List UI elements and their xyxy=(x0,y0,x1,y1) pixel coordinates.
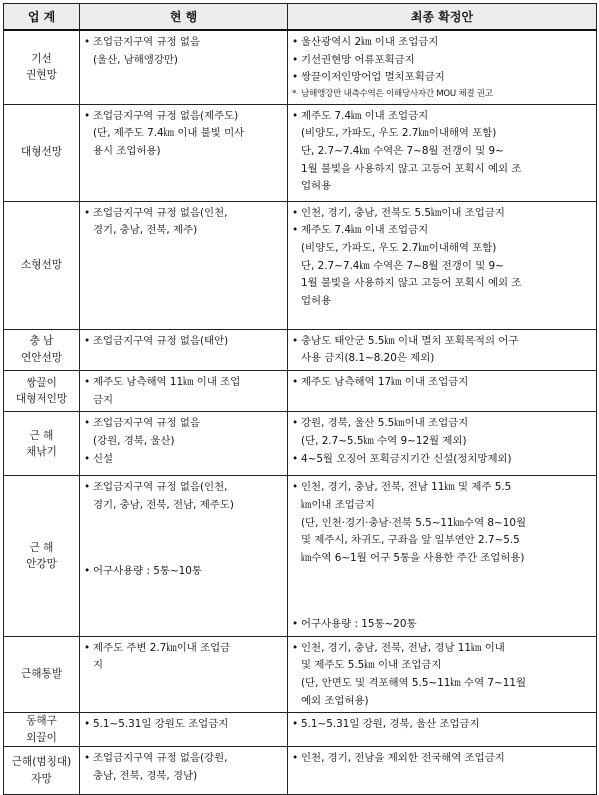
text-line: 1월 불빛을 사용하지 않고 고등어 포획시 예외 조 xyxy=(301,277,522,290)
bullet-item xyxy=(84,451,283,469)
bullet-mark: • xyxy=(84,206,91,219)
bullet-item xyxy=(292,87,592,102)
bullet-item xyxy=(292,333,592,368)
final-cell xyxy=(288,30,597,104)
text-line: 경기, 충남, 전북, 전남, 제주도) xyxy=(93,499,234,512)
industry-label: 권현망 xyxy=(26,69,57,82)
final-cell xyxy=(288,104,597,201)
bullet-mark: • xyxy=(84,718,91,731)
industry-label: 근 해 xyxy=(29,541,54,554)
text-line: (비양도, 가파도, 우도 2.7㎞이내해역 포함) xyxy=(301,127,497,140)
bullet-item xyxy=(84,716,283,734)
bullet-item xyxy=(292,451,592,469)
industry-cell xyxy=(4,371,80,412)
text-line: 용시 조업허용) xyxy=(93,145,161,158)
bullet-mark: • xyxy=(292,376,299,389)
final-cell xyxy=(288,412,597,476)
bullet-item xyxy=(84,415,283,450)
bullet-mark: • xyxy=(84,109,91,122)
industry-cell xyxy=(4,476,80,636)
current-cell xyxy=(80,476,288,636)
industry-label: 충 남 xyxy=(29,335,54,348)
industry-cell xyxy=(4,329,80,370)
bullet-mark: • xyxy=(84,564,91,577)
text-line: 쌍끌이저인망어업 멸치포획금지 xyxy=(301,71,445,84)
text-line: 인천, 경기, 충남, 전북도 5.5㎞이내 조업금지 xyxy=(301,206,505,219)
bullet-mark: • xyxy=(84,452,91,465)
bullet-item xyxy=(292,750,592,768)
text-line: (비양도, 가파도, 우도 2.7㎞이내해역 포함) xyxy=(301,242,497,255)
bullet-item xyxy=(84,108,283,161)
bullet-item xyxy=(84,563,283,581)
table-row xyxy=(4,371,597,412)
current-cell xyxy=(80,371,288,412)
table-row xyxy=(4,636,597,713)
bullet-mark: • xyxy=(292,53,299,66)
text-line: (강원, 경북, 울산) xyxy=(93,435,175,448)
industry-label: 근해통발 xyxy=(21,668,62,681)
industry-label: 기선 xyxy=(31,52,52,65)
industry-label: 근해(범칭대) xyxy=(11,756,72,769)
text-line: (단, 안면도 및 격포해역 5.5~11㎞ 수역 7~11월 xyxy=(301,676,527,689)
industry-label: 채낚기 xyxy=(26,445,57,458)
bullet-item xyxy=(292,616,592,634)
table-row xyxy=(4,329,597,370)
regulation-table xyxy=(3,3,597,795)
bullet-item xyxy=(84,640,283,675)
bullet-mark: • xyxy=(84,417,91,430)
text-line: 인천, 경기, 전남을 제외한 전국해역 조업금지 xyxy=(301,752,505,765)
text-line: 지 xyxy=(93,659,104,672)
industry-cell xyxy=(4,636,80,713)
industry-label: 외끌이 xyxy=(26,731,57,744)
industry-cell xyxy=(4,30,80,104)
text-line: 어구사용량 : 5통~10통 xyxy=(93,564,202,577)
text-line: 충남도 태안군 5.5㎞ 이내 멸치 포획목적의 어구 xyxy=(301,334,519,347)
bullet-mark: • xyxy=(292,481,299,494)
bullet-mark: • xyxy=(84,641,91,654)
industry-label: 소형선망 xyxy=(21,258,62,271)
bullet-mark: • xyxy=(292,109,299,122)
text-line: 신설 xyxy=(93,452,114,465)
text-line: 조업금지구역 규정 없음(인천, xyxy=(93,481,228,494)
bullet-item xyxy=(292,222,592,310)
text-line: 조업금지구역 규정 없음 xyxy=(93,36,200,48)
text-line: (단, 인천·경기·충남·전북 5.5~11㎞수역 8~10월 xyxy=(301,516,527,529)
text-line: 조업금지구역 규정 없음 xyxy=(93,417,200,430)
bullet-item xyxy=(292,52,592,70)
text-line: 울산광역시 2㎞ 이내 조업금지 xyxy=(301,36,439,48)
industry-cell xyxy=(4,713,80,747)
bullet-mark: • xyxy=(84,752,91,765)
bullet-item xyxy=(84,205,283,240)
bullet-mark: • xyxy=(292,334,299,347)
text-line: 제주도 7.4㎞ 이내 조업금지 xyxy=(301,224,429,237)
industry-label: 연안선망 xyxy=(21,351,62,364)
text-line: 금지 xyxy=(93,393,114,406)
text-line: 경기, 충남, 전북, 제주) xyxy=(93,224,198,237)
final-cell xyxy=(288,476,597,636)
bullet-mark: • xyxy=(292,417,299,430)
text-line: 5.1~5.31일 강원도 조업금지 xyxy=(93,718,229,731)
bullet-item xyxy=(292,374,592,392)
final-cell xyxy=(288,747,597,795)
text-line: 제주도 남측해역 17㎞ 이내 조업금지 xyxy=(301,376,469,389)
bullet-mark: • xyxy=(292,206,299,219)
bullet-item xyxy=(84,750,283,785)
bullet-item xyxy=(84,374,283,409)
text-line: 인천, 경기, 충남, 전북, 전남 11㎞ 및 제주 5.5 xyxy=(301,481,512,494)
bullet-mark: • xyxy=(84,36,91,48)
bullet-item xyxy=(84,34,283,69)
table-row xyxy=(4,713,597,747)
industry-cell xyxy=(4,201,80,329)
industry-cell xyxy=(4,747,80,795)
final-cell xyxy=(288,636,597,713)
bullet-item xyxy=(84,479,283,514)
header-final: 최종 확정안 xyxy=(288,4,597,31)
bullet-item xyxy=(292,716,592,734)
table-row xyxy=(4,412,597,476)
bullet-item xyxy=(292,34,592,52)
bullet-mark: • xyxy=(292,71,299,84)
text-line: 사용 금지(8.1~8.20은 제외) xyxy=(301,352,435,365)
bullet-mark: • xyxy=(292,617,299,630)
table-row xyxy=(4,747,597,795)
text-line: 단, 2.7~7.4㎞ 수역은 7~8월 전갱이 및 9~ xyxy=(301,145,504,158)
text-line: 업허용 xyxy=(301,180,332,193)
text-line: 단, 2.7~7.4㎞ 수역은 7~8월 전갱이 및 9~ xyxy=(301,259,504,272)
industry-label: 동해구 xyxy=(26,715,57,728)
industry-label: 안강망 xyxy=(26,557,57,570)
industry-label: 근 해 xyxy=(29,429,54,442)
current-cell xyxy=(80,412,288,476)
bullet-mark: • xyxy=(292,752,299,765)
current-cell xyxy=(80,636,288,713)
text-line: 기선권현망 어류포획금지 xyxy=(301,53,415,66)
text-line: (단, 2.7~5.5㎞ 수역 9~12월 제외) xyxy=(301,435,467,448)
bullet-mark: • xyxy=(292,36,299,48)
text-line: 조업금지구역 규정 없음(제주도) xyxy=(93,109,239,122)
industry-label: 자망 xyxy=(31,772,52,785)
current-cell xyxy=(80,329,288,370)
final-cell xyxy=(288,329,597,370)
text-line: 조업금지구역 규정 없음(인천, xyxy=(93,206,228,219)
industry-label: 대형저인망 xyxy=(15,393,68,406)
industry-cell xyxy=(4,104,80,201)
bullet-mark: • xyxy=(292,452,299,465)
bullet-item xyxy=(292,205,592,223)
text-line: (울산, 남해앵강만) xyxy=(93,53,178,66)
current-cell xyxy=(80,30,288,104)
header-industry: 업 계 xyxy=(4,4,80,31)
text-line: 및 제주도 5.5㎞ 이내 조업금지 xyxy=(301,659,442,672)
final-cell xyxy=(288,713,597,747)
bullet-mark: • xyxy=(84,334,91,347)
final-cell xyxy=(288,201,597,329)
industry-label: 쌍끌이 xyxy=(26,376,57,389)
text-line: 조업금지구역 규정 없음(태안) xyxy=(93,334,229,347)
header-row xyxy=(4,4,597,31)
current-cell xyxy=(80,713,288,747)
bullet-mark: • xyxy=(292,641,299,654)
text-line: 4~5월 오징어 포획금지기간 신설(정치망제외) xyxy=(301,452,512,465)
text-line: 제주도 7.4㎞ 이내 조업금지 xyxy=(301,109,429,122)
bullet-item xyxy=(292,108,592,196)
bullet-item xyxy=(292,640,592,711)
current-cell xyxy=(80,201,288,329)
industry-label: 대형선망 xyxy=(21,146,62,159)
bullet-mark: • xyxy=(292,224,299,237)
header-current: 현 행 xyxy=(80,4,288,31)
text-line: 제주도 주변 2.7㎞이내 조업금 xyxy=(93,641,231,654)
text-line: 및 제주시, 차귀도, 구좌읍 앞 일부연안 2.7~5.5 xyxy=(301,534,520,547)
current-cell xyxy=(80,104,288,201)
text-line: 1월 불빛을 사용하지 않고 고등어 포획시 예외 조 xyxy=(301,162,522,175)
text-line: 예외 조업허용) xyxy=(301,694,369,707)
table-row xyxy=(4,201,597,329)
bullet-mark: • xyxy=(84,481,91,494)
text-line: ㎞수역 6~1월 어구 5통을 사용한 주간 조업허용) xyxy=(301,552,525,565)
bullet-item xyxy=(292,479,592,567)
text-line: 조업금지구역 규정 없음(강원, xyxy=(93,752,228,765)
text-line: ㎞이내 조업금지 xyxy=(301,499,375,512)
final-cell xyxy=(288,371,597,412)
bullet-item xyxy=(292,69,592,87)
bullet-mark: • xyxy=(292,718,299,731)
text-line: 업허용 xyxy=(301,295,332,308)
text-line: 충남, 전북, 경북, 경남) xyxy=(93,769,198,782)
current-cell xyxy=(80,747,288,795)
bullet-mark: * xyxy=(292,89,296,100)
bullet-mark: • xyxy=(84,376,91,389)
table-row xyxy=(4,104,597,201)
text-line: (단, 제주도 7.4㎞ 이내 불빛 미사 xyxy=(93,127,245,140)
text-line: 제주도 남측해역 11㎞ 이내 조업 xyxy=(93,376,241,389)
table-body xyxy=(4,30,597,795)
table-row xyxy=(4,30,597,104)
text-line: 어구사용량 : 15통~20통 xyxy=(301,617,417,630)
text-line: 5.1~5.31일 강원, 경북, 울산 조업금지 xyxy=(301,718,480,731)
bullet-item xyxy=(292,415,592,450)
text-line: 남해앵강만 내측수역은 이해당사자간 MOU 체결 권고 xyxy=(301,89,493,100)
text-line: 인천, 경기, 충남, 전북, 전남, 경남 11㎞ 이내 xyxy=(301,641,505,654)
table-row xyxy=(4,476,597,636)
industry-cell xyxy=(4,412,80,476)
bullet-item xyxy=(84,333,283,351)
text-line: 강원, 경북, 울산 5.5㎞이내 조업금지 xyxy=(301,417,469,430)
